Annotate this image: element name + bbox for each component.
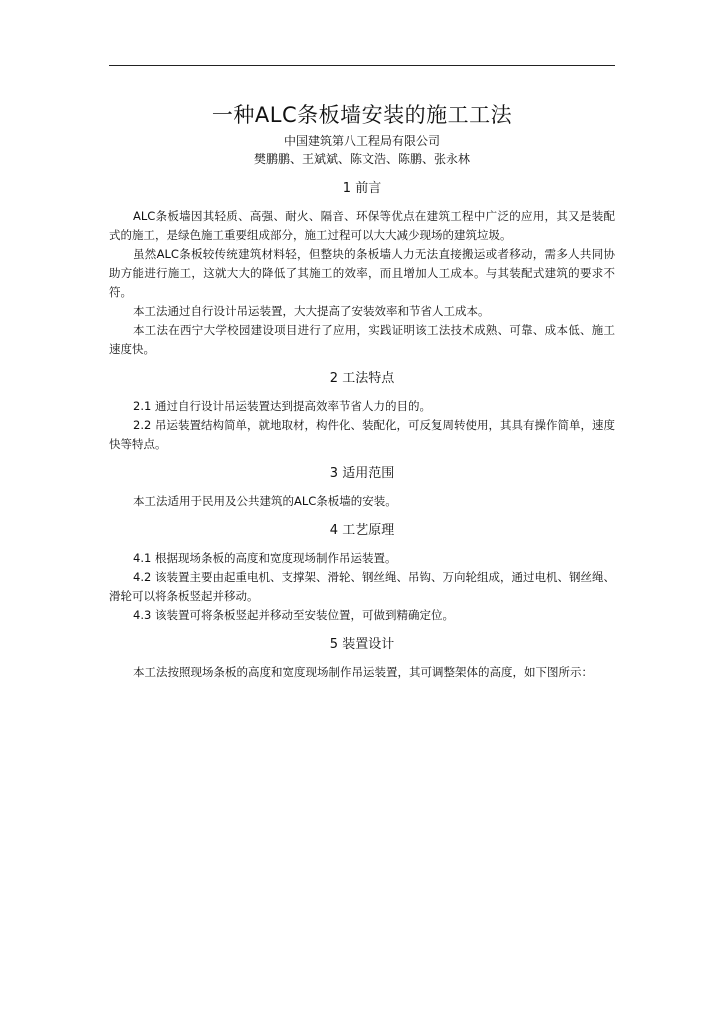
- header-rule: [109, 65, 615, 66]
- paragraph: 2.2 吊运装置结构简单，就地取材，构件化、装配化，可反复周转使用，其具有操作简单，速度快等特点。: [109, 418, 615, 451]
- paragraph: 4.3 该装置可将条板竖起并移动至安装位置，可做到精确定位。: [133, 608, 454, 622]
- paragraph: 本工法按照现场条板的高度和宽度现场制作吊运装置，其可调整架体的高度，如下图所示：: [133, 665, 593, 679]
- paragraph: 2.1 通过自行设计吊运装置达到提高效率节省人力的目的。: [133, 399, 431, 413]
- section-heading: 5 装置设计: [329, 637, 395, 652]
- paragraph: ALC条板墙因其轻质、高强、耐火、隔音、环保等优点在建筑工程中广泛的应用，其又是装配式的施工，是绿色施工重要组成部分，施工过程可以大大减少现场的建筑垃圾。: [109, 209, 615, 242]
- paragraph: 本工法适用于民用及公共建筑的ALC条板墙的安装。: [133, 494, 397, 508]
- section-scope: [109, 465, 615, 511]
- section-heading: 4 工艺原理: [329, 523, 395, 538]
- section-device-design: [109, 636, 615, 682]
- section-heading: 1 前言: [342, 181, 382, 196]
- section-heading: 2 工法特点: [329, 371, 395, 386]
- section-principle: [109, 522, 615, 625]
- paragraph: 4.1 根据现场条板的高度和宽度现场制作吊运装置。: [133, 551, 397, 565]
- authors: 樊鹏鹏、王斌斌、陈文浩、陈鹏、张永林: [253, 152, 470, 166]
- section-heading: 3 适用范围: [329, 466, 395, 481]
- document-title: 一种ALC条板墙安装的施工工法: [211, 103, 513, 127]
- document-body: [109, 100, 615, 682]
- paragraph: 虽然ALC条板较传统建筑材料轻，但整块的条板墙人力无法直接搬运或者移动，需多人共同协助方能进行施工，这就大大的降低了其施工的效率，而且增加人工成本。与其装配式建筑的要求不符。: [109, 247, 615, 299]
- organization: 中国建筑第八工程局有限公司: [283, 134, 440, 148]
- paragraph: 本工法通过自行设计吊运装置，大大提高了安装效率和节省人工成本。: [133, 304, 490, 318]
- section-preface: [109, 180, 615, 359]
- section-features: [109, 370, 615, 454]
- paragraph: 本工法在西宁大学校园建设项目进行了应用，实践证明该工法技术成熟、可靠、成本低、施工速度快。: [109, 323, 615, 356]
- paragraph: 4.2 该装置主要由起重电机、支撑架、滑轮、钢丝绳、吊钩、万向轮组成，通过电机、钢丝绳、滑轮可以将条板竖起并移动。: [109, 570, 615, 603]
